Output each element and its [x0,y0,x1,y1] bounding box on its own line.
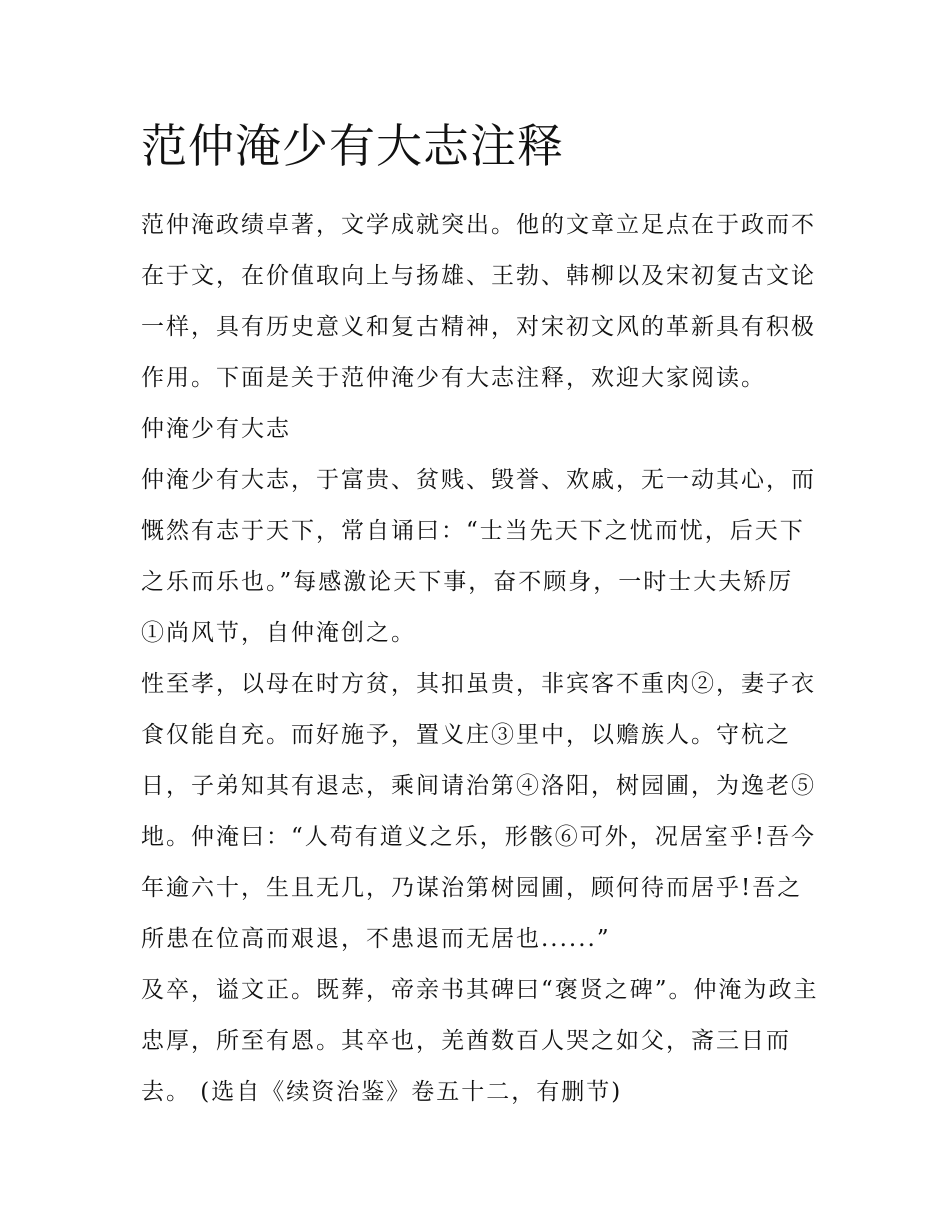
paragraph-line: 一样，具有历史意义和复古精神，对宋初文风的革新具有积极 [141,314,816,340]
paragraph-death [141,965,819,1118]
paragraph-line: 仲淹少有大志，于富贵、贫贱、毁誉、欢戚，无一动其心，而 [141,467,816,493]
paragraph-line: ①尚风节，自仲淹创之。 [141,620,416,646]
paragraph-ambition [141,455,816,659]
paragraph-line: 年逾六十，生且无几，乃谋治第树园圃，顾何待而居乎!吾之 [141,875,803,901]
paragraph-line: 及卒，谥文正。既葬，帝亲书其碑曰“褒贤之碑”。仲淹为政主 [141,977,819,1003]
document-title: 范仲淹少有大志注释 [141,119,564,173]
paragraph-filial [141,659,817,965]
paragraph-line: 范仲淹政绩卓著，文学成就突出。他的文章立足点在于政而不 [141,212,816,238]
paragraph-line: 性至孝，以母在时方贫，其扣虽贵，非宾客不重肉②，妻子衣 [141,671,816,697]
document-body [141,112,819,1118]
paragraph-line: 日，子弟知其有退志，乘间请治第④洛阳，树园圃，为逸老⑤ [141,773,816,799]
paragraph-line: 去。 (选自《续资治鉴》卷五十二，有删节) [141,1079,623,1105]
paragraph-line: 所患在位高而艰退，不患退而无居也......” [141,926,611,952]
paragraph-line: 在于文，在价值取向上与扬雄、王勃、韩柳以及宋初复古文论 [141,263,816,289]
paragraph-line: 地。仲淹曰：“人苟有道义之乐，形骸⑥可外，况居室乎!吾今 [141,824,817,850]
paragraph-line: 慨然有志于天下，常自诵曰：“士当先天下之忧而忧，后天下 [141,518,805,544]
paragraph-line: 忠厚，所至有恩。其卒也，羌酋数百人哭之如父，斋三日而 [141,1028,791,1054]
paragraph-line: 食仅能自充。而好施予，置义庄③里中，以赡族人。守杭之 [141,722,791,748]
paragraph-intro [141,200,816,404]
section-heading [141,404,813,455]
section-heading-text: 仲淹少有大志 [141,416,291,442]
paragraph-line: 之乐而乐也。”每感激论天下事，奋不顾身，一时士大夫矫厉 [141,569,794,595]
paragraph-line: 作用。下面是关于范仲淹少有大志注释，欢迎大家阅读。 [141,365,766,391]
